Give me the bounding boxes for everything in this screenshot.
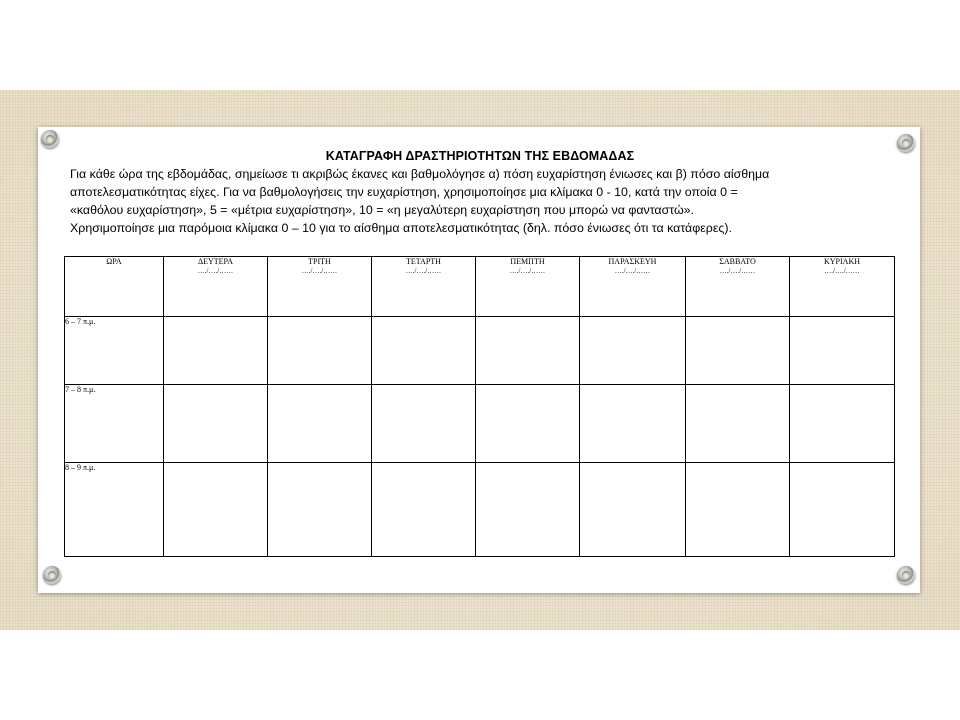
day-header-thursday: ΠΕΜΠΤΗ …./…./…… <box>476 257 580 317</box>
activity-cell[interactable] <box>164 463 268 557</box>
table-header-row <box>65 257 895 317</box>
date-placeholder: …./…./…… <box>614 267 651 275</box>
time-slot-label: 6 – 7 π.μ. <box>65 317 164 385</box>
activity-cell[interactable] <box>580 385 686 463</box>
activity-cell[interactable] <box>372 317 476 385</box>
table-row <box>65 385 895 463</box>
table-row <box>65 463 895 557</box>
activity-cell[interactable] <box>580 463 686 557</box>
activity-cell[interactable] <box>164 385 268 463</box>
day-header-wednesday: ΤΕΤΑΡΤΗ …./…./…… <box>372 257 476 317</box>
weekly-activity-table <box>64 256 895 557</box>
grommet-bottom-right-icon <box>897 566 915 584</box>
activity-cell[interactable] <box>476 317 580 385</box>
time-slot-label: 8 – 9 π.μ. <box>65 463 164 557</box>
activity-cell[interactable] <box>790 317 895 385</box>
date-placeholder: …./…./…… <box>824 267 860 275</box>
activity-cell[interactable] <box>164 317 268 385</box>
hour-column-header: ΩΡΑ <box>65 257 164 317</box>
instruction-line: αποτελεσματικότητας είχες. Για να βαθμολογήσεις την ευχαρίστηση, χρησιμοποίησε μια κλίμακα 0 - 10, κατά την οποία 0 = <box>70 185 738 199</box>
grommet-bottom-left-icon <box>43 566 61 584</box>
activity-cell[interactable] <box>476 463 580 557</box>
activity-cell[interactable] <box>372 463 476 557</box>
date-placeholder: …./…./…… <box>197 267 234 275</box>
instruction-line: Χρησιμοποίησε μια παρόμοια κλίμακα 0 – 10 για το αίσθημα αποτελεσματικότητας (δηλ. πόσο ένιωσες ότι τα κατάφερες). <box>70 221 732 235</box>
activity-cell[interactable] <box>686 463 790 557</box>
activity-cell[interactable] <box>268 385 372 463</box>
activity-cell[interactable] <box>268 317 372 385</box>
date-placeholder: …./…./…… <box>405 267 442 275</box>
table-row <box>65 317 895 385</box>
day-header-friday: ΠΑΡΑΣΚΕΥΗ …./…./…… <box>580 257 686 317</box>
activity-cell[interactable] <box>580 317 686 385</box>
page-title: ΚΑΤΑΓΡΑΦΗ ΔΡΑΣΤΗΡΙΟΤΗΤΩΝ ΤΗΣ ΕΒΔΟΜΑΔΑΣ <box>325 149 635 163</box>
activity-cell[interactable] <box>372 385 476 463</box>
activity-cell[interactable] <box>790 463 895 557</box>
activity-cell[interactable] <box>686 385 790 463</box>
activity-cell[interactable] <box>790 385 895 463</box>
activity-cell[interactable] <box>268 463 372 557</box>
day-header-saturday: ΣΑΒΒΑΤΟ …./…./…… <box>686 257 790 317</box>
activity-cell[interactable] <box>686 317 790 385</box>
time-slot-label: 7 – 8 π.μ. <box>65 385 164 463</box>
day-header-monday: ΔΕΥΤΕΡΑ …./…./…… <box>164 257 268 317</box>
date-placeholder: …./…./…… <box>719 267 756 275</box>
date-placeholder: …./…./…… <box>301 267 338 275</box>
instructions <box>70 165 920 237</box>
grommet-top-left-icon <box>41 130 59 148</box>
instruction-line: «καθόλου ευχαρίστηση», 5 = «μέτρια ευχαρίστηση», 10 = «η μεγαλύτερη ευχαρίστηση που μπορώ να φανταστώ». <box>70 203 694 217</box>
date-placeholder: …./…./…… <box>509 267 546 275</box>
instruction-line: Για κάθε ώρα της εβδομάδας, σημείωσε τι ακριβώς έκανες και βαθμολόγησε α) πόση ευχαρίστηση ένιωσες και β) πόσο αίσθημα <box>70 167 770 181</box>
activity-cell[interactable] <box>476 385 580 463</box>
day-header-sunday: ΚΥΡΙΑΚΗ …./…./…… <box>790 257 895 317</box>
day-header-tuesday: ΤΡΙΤΗ …./…./…… <box>268 257 372 317</box>
